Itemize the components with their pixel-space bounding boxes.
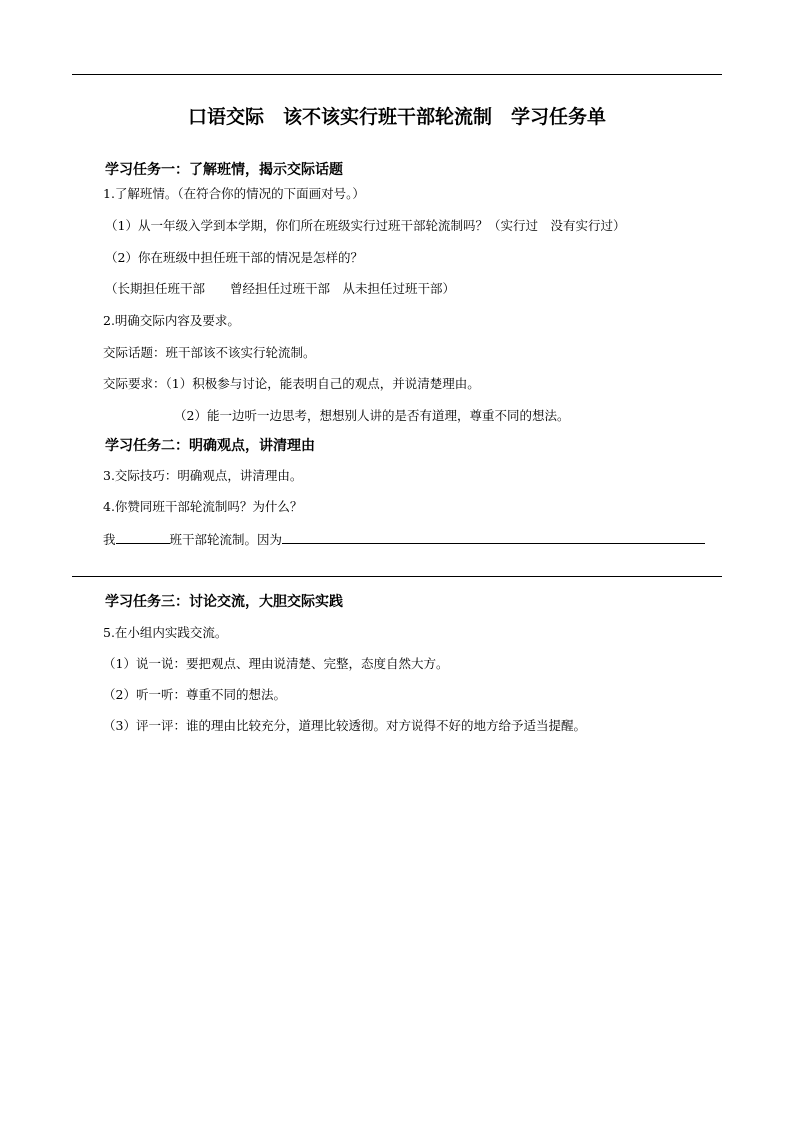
task2-item4: 4.你赞同班干部轮流制吗？为什么？ xyxy=(103,499,303,514)
task1-requirement1: 交际要求：（1）积极参与讨论，能表明自己的观点，并说清楚理由。 xyxy=(103,376,480,391)
task2-heading: 学习任务二：明确观点，讲清理由 xyxy=(105,438,315,454)
task1-question2: （2）你在班级中担任班干部的情况是怎样的？ xyxy=(105,250,363,265)
section-divider xyxy=(72,576,722,577)
reason-blank[interactable] xyxy=(282,530,705,544)
task1-question2-options: （长期担任班干部 曾经担任过班干部 从未担任过班干部） xyxy=(105,281,456,296)
task1-topic: 交际话题：班干部该不该实行轮流制。 xyxy=(103,345,316,360)
page-title: 口语交际 该不该实行班干部轮流制 学习任务单 xyxy=(187,106,606,128)
task2-item3: 3.交际技巧：明确观点，讲清理由。 xyxy=(103,468,303,483)
task1-question1: （1）从一年级入学到本学期，你们所在班级实行过班干部轮流制吗？（实行过 没有实行过） xyxy=(105,218,626,233)
fill-middle: 班干部轮流制。因为 xyxy=(169,532,283,547)
task2-fill-line xyxy=(103,530,705,548)
task1-item1: 1.了解班情。（在符合你的情况的下面画对号。） xyxy=(103,186,365,201)
top-rule xyxy=(72,74,722,75)
task3-step2: （2）听一听：尊重不同的想法。 xyxy=(103,687,286,702)
task3-item5: 5.在小组内实践交流。 xyxy=(103,625,228,640)
task1-heading: 学习任务一：了解班情，揭示交际话题 xyxy=(105,162,343,178)
task3-heading: 学习任务三：讨论交流，大胆交际实践 xyxy=(105,594,343,610)
opinion-blank[interactable] xyxy=(116,530,170,544)
task1-requirement2: （2）能一边听一边思考，想想别人讲的是否有道理，尊重不同的想法。 xyxy=(174,408,570,423)
task3-step3: （3）评一评：谁的理由比较充分，道理比较透彻。对方说得不好的地方给予适当提醒。 xyxy=(103,718,586,733)
task3-step1: （1）说一说：要把观点、理由说清楚、完整，态度自然大方。 xyxy=(103,656,449,671)
fill-prefix: 我 xyxy=(103,532,116,547)
task1-item2: 2.明确交际内容及要求。 xyxy=(103,313,240,328)
